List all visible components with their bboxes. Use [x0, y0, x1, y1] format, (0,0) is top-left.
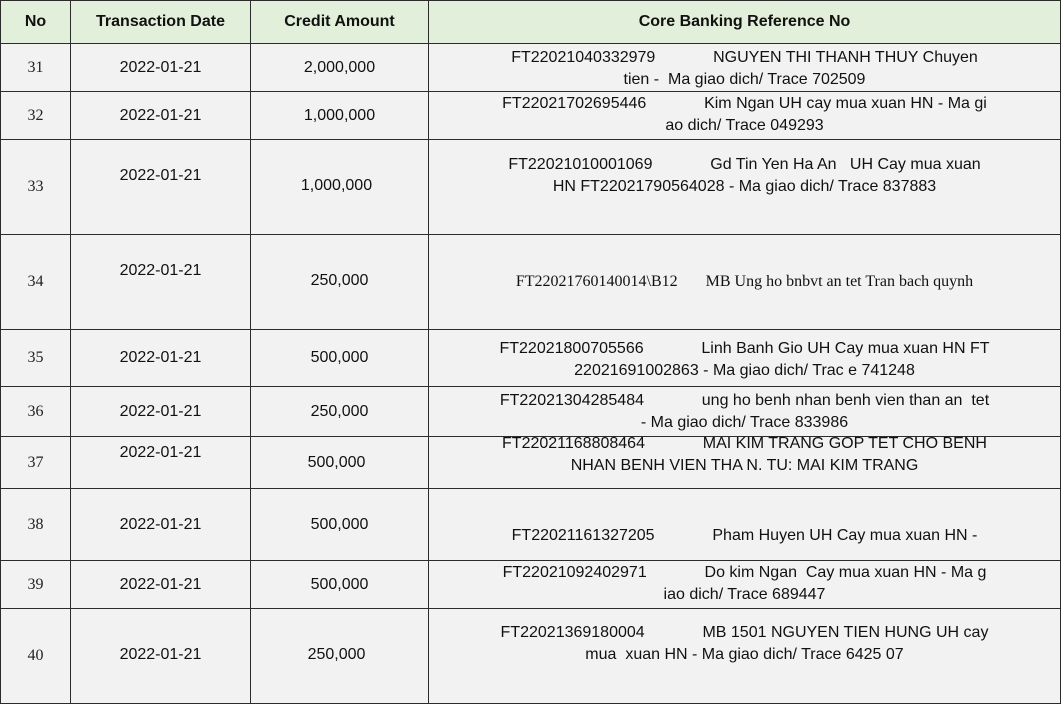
cell-no: 35	[0, 330, 71, 387]
amount-text: 500,000	[310, 576, 369, 593]
reference-line-2: - Ma giao dich/ Trace 833986	[640, 414, 849, 431]
reference-line-2: ao dich/ Trace 049293	[665, 117, 824, 134]
reference-line-2: 22021691002863 - Ma giao dich/ Trac e 741248	[574, 362, 915, 379]
cell-no: 31	[0, 44, 71, 92]
cell-credit-amount	[251, 140, 429, 235]
cell-transaction-date	[71, 387, 251, 437]
header-credit-amount: Credit Amount	[251, 0, 429, 44]
amount-text: 250,000	[310, 403, 369, 420]
cell-transaction-date	[71, 330, 251, 387]
cell-transaction-date	[71, 140, 251, 235]
cell-no: 32	[0, 92, 71, 140]
amount-text: 1,000,000	[300, 177, 373, 194]
reference-line-2: NHAN BENH VIEN THA N. TU: MAI KIM TRANG	[570, 457, 919, 474]
header-reference: Core Banking Reference No	[429, 0, 1061, 44]
cell-transaction-date	[71, 609, 251, 704]
reference-line-2: mua xuan HN - Ma giao dich/ Trace 6425 07	[585, 646, 904, 663]
cell-transaction-date	[71, 92, 251, 140]
header-transaction-date: Transaction Date	[71, 0, 251, 44]
cell-reference	[429, 561, 1061, 609]
reference-line-1: FT22021760140014\B12 MB Ung ho bnbvt an tet Tran bach quynh	[515, 273, 974, 290]
cell-reference	[429, 235, 1061, 330]
cell-no: 37	[0, 437, 71, 489]
reference-line-1: FT22021092402971 Do kim Ngan Cay mua xuan HN - Ma g	[502, 564, 987, 581]
cell-reference	[429, 387, 1061, 437]
date-text: 2022-01-21	[119, 107, 202, 124]
reference-line-1: FT22021010001069 Gd Tin Yen Ha An UH Cay mua xuan	[508, 156, 981, 173]
date-text: 2022-01-21	[119, 516, 202, 533]
cell-reference	[429, 92, 1061, 140]
header-no: No	[0, 0, 71, 44]
cell-credit-amount	[251, 330, 429, 387]
reference-line-2: tien - Ma giao dich/ Trace 702509	[623, 71, 866, 88]
reference-line-1: FT22021304285484 ung ho benh nhan benh vien than an tet	[499, 392, 990, 409]
reference-line-1: FT22021702695446 Kim Ngan UH cay mua xuan HN - Ma gi	[502, 95, 987, 112]
date-text: 2022-01-21	[119, 576, 202, 593]
cell-no: 36	[0, 387, 71, 437]
reference-line-1: FT22021161327205 Pham Huyen UH Cay mua xuan HN -	[511, 527, 978, 544]
cell-credit-amount	[251, 437, 429, 489]
reference-line-1: FT22021168808464 MAI KIM TRANG GOP TET CHO BENH	[502, 437, 987, 452]
cell-no: 38	[0, 489, 71, 561]
cell-no: 34	[0, 235, 71, 330]
cell-credit-amount	[251, 44, 429, 92]
date-text: 2022-01-21	[119, 59, 202, 76]
date-text: 2022-01-21	[119, 349, 202, 366]
cell-reference	[429, 44, 1061, 92]
date-text: 2022-01-21	[119, 403, 202, 420]
date-text: 2022-01-21	[119, 444, 202, 461]
amount-text: 500,000	[307, 454, 366, 471]
reference-line-1: FT22021800705566 Linh Banh Gio UH Cay mua xuan HN FT	[499, 340, 990, 357]
cell-credit-amount	[251, 387, 429, 437]
cell-credit-amount	[251, 609, 429, 704]
cell-transaction-date	[71, 235, 251, 330]
reference-line-1: FT22021040332979 NGUYEN THI THANH THUY Chuyen	[511, 49, 978, 66]
amount-text: 1,000,000	[303, 107, 376, 124]
date-text: 2022-01-21	[119, 646, 202, 663]
cell-reference	[429, 437, 1061, 489]
cell-transaction-date	[71, 489, 251, 561]
amount-text: 500,000	[310, 349, 369, 366]
cell-no: 39	[0, 561, 71, 609]
cell-credit-amount	[251, 489, 429, 561]
date-text: 2022-01-21	[119, 262, 202, 279]
cell-reference	[429, 609, 1061, 704]
cell-transaction-date	[71, 44, 251, 92]
cell-reference	[429, 330, 1061, 387]
cell-no: 40	[0, 609, 71, 704]
amount-text: 2,000,000	[303, 59, 376, 76]
amount-text: 250,000	[307, 646, 366, 663]
reference-line-2: iao dich/ Trace 689447	[663, 586, 826, 603]
amount-text: 250,000	[310, 272, 369, 289]
cell-reference	[429, 140, 1061, 235]
cell-reference	[429, 489, 1061, 561]
cell-transaction-date	[71, 437, 251, 489]
reference-line-1: FT22021369180004 MB 1501 NGUYEN TIEN HUNG UH cay	[500, 624, 989, 641]
date-text: 2022-01-21	[119, 167, 202, 184]
cell-credit-amount	[251, 92, 429, 140]
cell-credit-amount	[251, 561, 429, 609]
cell-credit-amount	[251, 235, 429, 330]
amount-text: 500,000	[310, 516, 369, 533]
cell-transaction-date	[71, 561, 251, 609]
reference-line-2: HN FT22021790564028 - Ma giao dich/ Trace 837883	[552, 178, 937, 195]
cell-no: 33	[0, 140, 71, 235]
